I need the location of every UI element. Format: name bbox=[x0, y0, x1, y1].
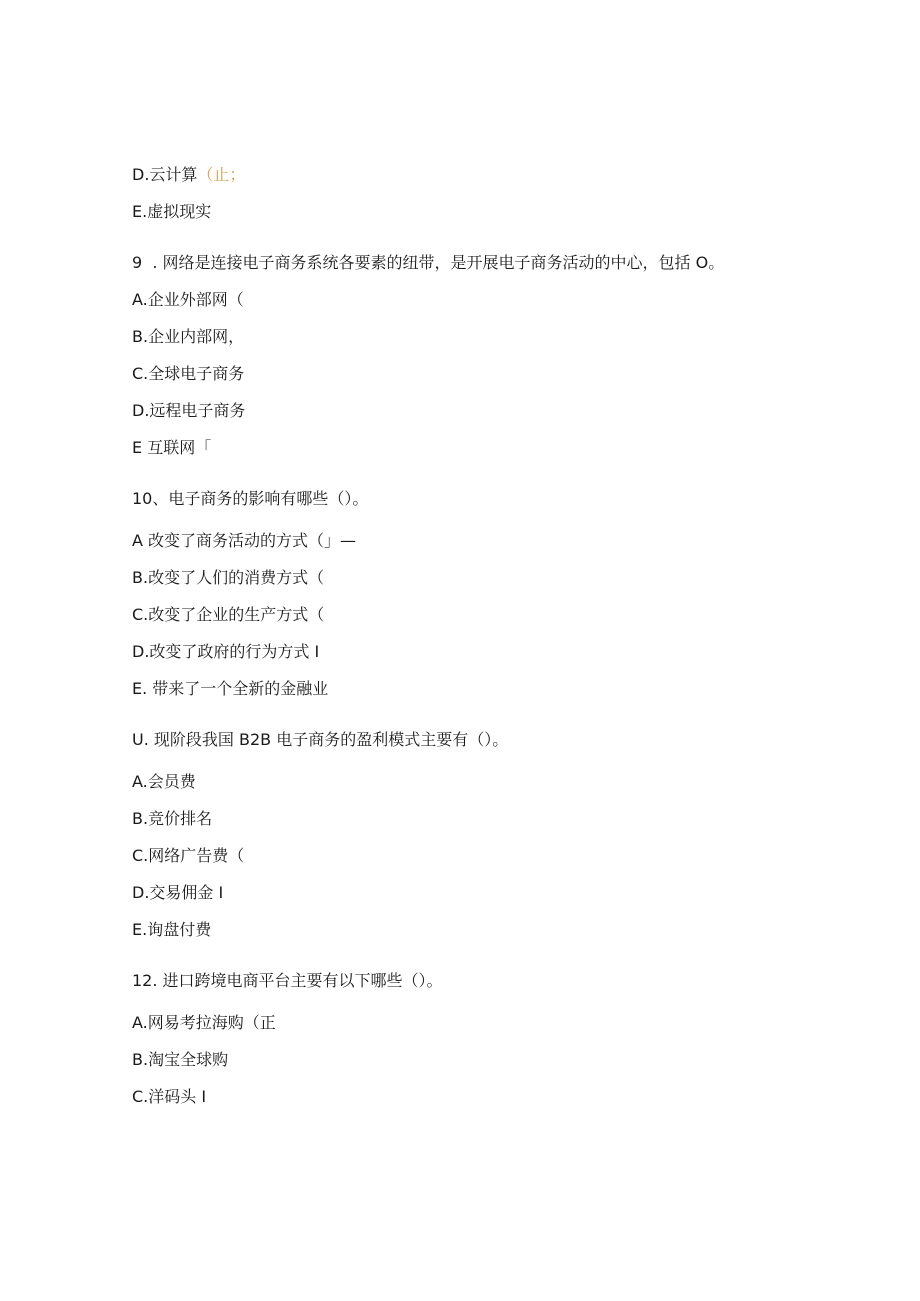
option-text: 网易考拉海购（正 bbox=[147, 1013, 276, 1032]
option-label: C. bbox=[132, 846, 149, 865]
option-label: B. bbox=[132, 1050, 149, 1069]
option-text: 全球电子商务 bbox=[148, 364, 245, 383]
q10-option-e bbox=[132, 679, 328, 699]
question-text: 9 . 网络是连接电子商务系统各要素的纽带，是开展电子商务活动的中心，包括 O。 bbox=[132, 253, 725, 272]
question-9 bbox=[132, 253, 724, 273]
option-text: 洋码头 I bbox=[148, 1087, 207, 1106]
option-label: D. bbox=[132, 165, 150, 184]
option-text: 企业内部网， bbox=[148, 327, 245, 346]
option-label: C. bbox=[132, 605, 149, 624]
q11-option-a bbox=[132, 772, 196, 792]
option-label: B. bbox=[132, 568, 149, 587]
option-label: E bbox=[132, 438, 148, 457]
question-12 bbox=[132, 971, 443, 991]
q10-option-b bbox=[132, 568, 324, 588]
q9-option-b bbox=[132, 327, 244, 347]
question-text: 12. 进口跨境电商平台主要有以下哪些（）。 bbox=[132, 971, 443, 990]
option-text: 会员费 bbox=[147, 772, 196, 791]
option-text: 企业外部网（ bbox=[147, 290, 244, 309]
option-text: 远程电子商务 bbox=[149, 401, 246, 420]
q9-option-a bbox=[132, 290, 244, 310]
option-label: A. bbox=[132, 1013, 148, 1032]
q9-option-c bbox=[132, 364, 244, 384]
q12-option-b bbox=[132, 1050, 228, 1070]
q10-option-a bbox=[132, 531, 356, 551]
q12-option-c bbox=[132, 1087, 206, 1107]
option-text: 云计算 bbox=[149, 165, 198, 184]
question-11 bbox=[132, 730, 508, 750]
option-label: D. bbox=[132, 883, 150, 902]
q9-option-e bbox=[132, 438, 211, 458]
q9-option-d bbox=[132, 401, 245, 421]
option-text: 竞价排名 bbox=[148, 809, 213, 828]
option-text: 询盘付费 bbox=[147, 920, 212, 939]
option-label: D. bbox=[132, 642, 150, 661]
question-text: U. 现阶段我国 B2B 电子商务的盈利模式主要有（）。 bbox=[132, 730, 509, 749]
option-label: C. bbox=[132, 364, 149, 383]
option-text: 淘宝全球购 bbox=[148, 1050, 229, 1069]
q11-option-e bbox=[132, 920, 211, 940]
option-label: E. bbox=[132, 202, 148, 221]
option-text: 改变了企业的生产方式（ bbox=[148, 605, 325, 624]
option-text: 交易佣金 I bbox=[149, 883, 224, 902]
option-label: D. bbox=[132, 401, 150, 420]
q11-option-b bbox=[132, 809, 212, 829]
option-label: C. bbox=[132, 1087, 149, 1106]
question-10 bbox=[132, 489, 368, 509]
option-text: 带来了一个全新的金融业 bbox=[147, 679, 329, 698]
option-text: 互联网「 bbox=[147, 438, 212, 457]
question-text: 10、电子商务的影响有哪些（）。 bbox=[132, 489, 369, 508]
option-label: B. bbox=[132, 809, 149, 828]
option-text: 网络广告费（ bbox=[148, 846, 245, 865]
option-label: A bbox=[132, 531, 149, 550]
option-text: 改变了商务活动的方式（」— bbox=[148, 531, 357, 550]
q10-option-d bbox=[132, 642, 319, 662]
option-label: E. bbox=[132, 679, 148, 698]
option-label: E. bbox=[132, 920, 148, 939]
option-label: A. bbox=[132, 772, 148, 791]
option-text: 虚拟现实 bbox=[147, 202, 212, 221]
q11-option-d bbox=[132, 883, 223, 903]
q10-option-c bbox=[132, 605, 324, 625]
option-text: 改变了人们的消费方式（ bbox=[148, 568, 325, 587]
q12-option-a bbox=[132, 1013, 276, 1033]
q11-option-c bbox=[132, 846, 244, 866]
option-label: B. bbox=[132, 327, 149, 346]
faint-mark: （止； bbox=[197, 165, 246, 184]
option-d-cloud-computing bbox=[132, 165, 245, 185]
option-label: A. bbox=[132, 290, 148, 309]
option-e-virtual-reality bbox=[132, 202, 211, 222]
option-text: 改变了政府的行为方式 I bbox=[149, 642, 320, 661]
